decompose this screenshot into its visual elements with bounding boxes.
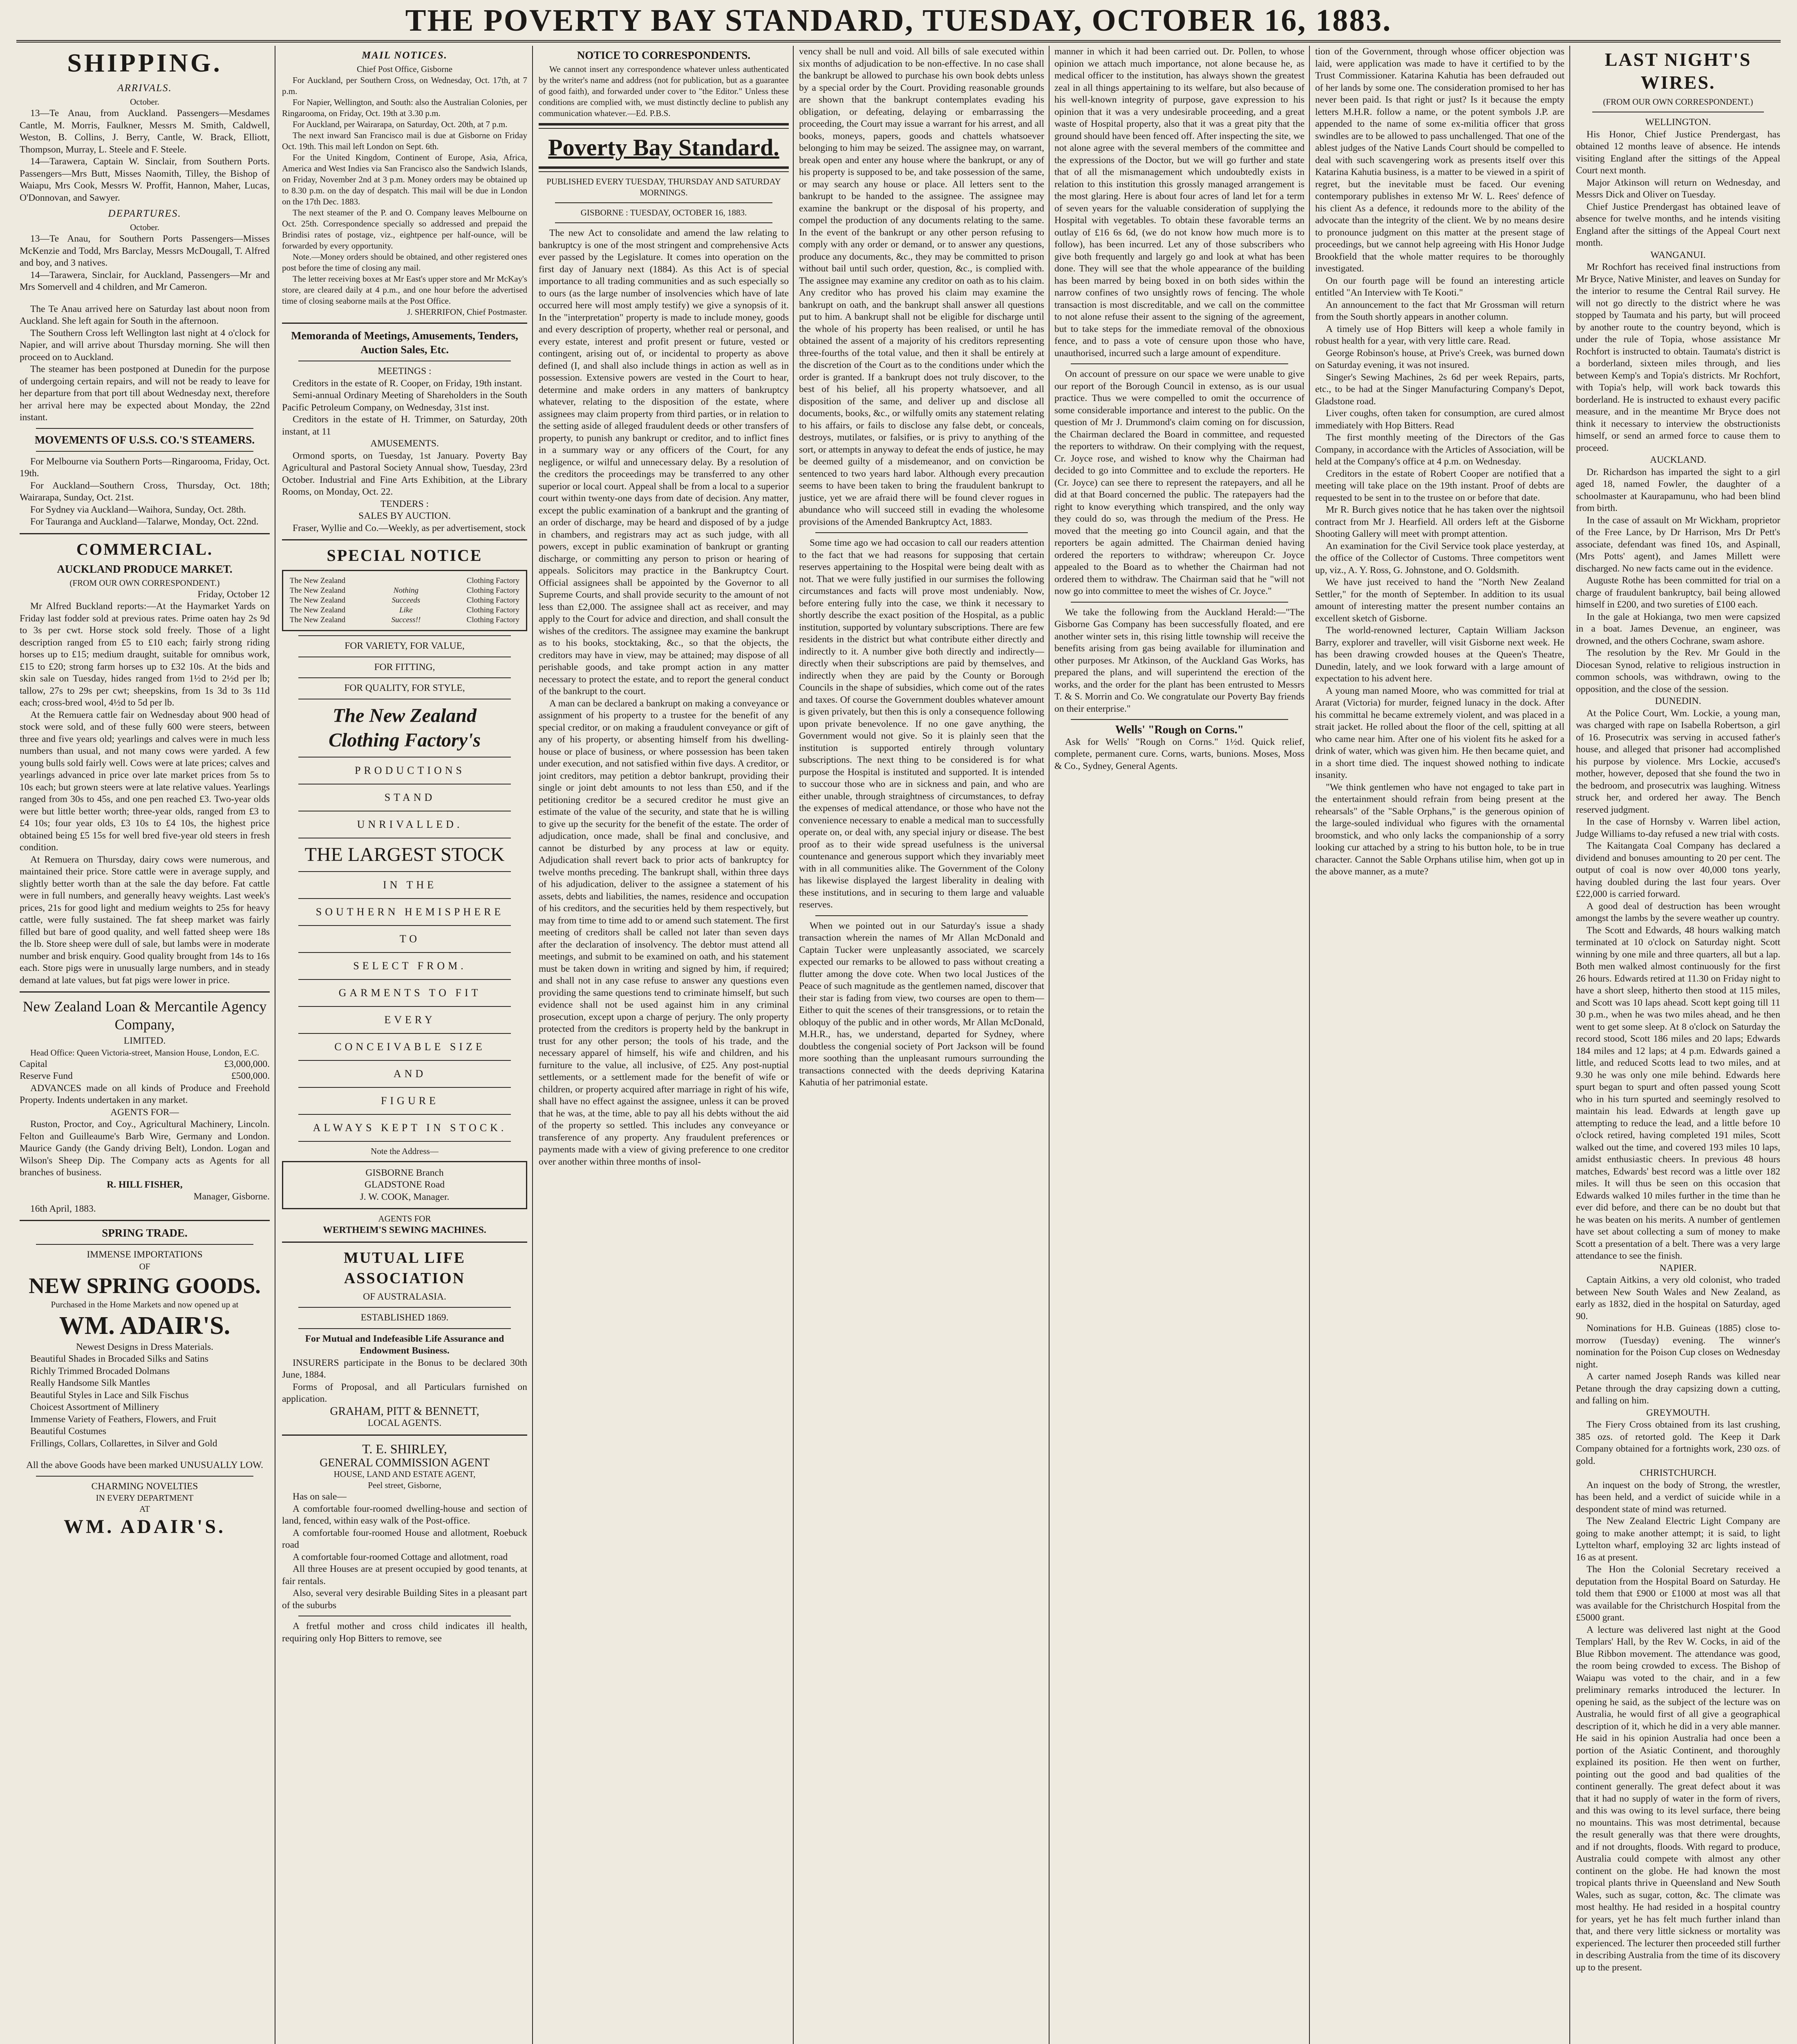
- paper-title: Poverty Bay Standard.: [548, 134, 779, 161]
- wire-item: An inquest on the body of Strong, the wrestler, has been held, and a verdict of suicide while in a despondent state of mind was returned.: [1576, 1479, 1780, 1515]
- design-item: Immense Variety of Feathers, Flowers, and Fruit: [30, 1414, 217, 1425]
- wire-item: At the Police Court, Wm. Lockie, a young man, was charged with rape on Isabella Robertson, a girl of 16. Prosecutrix was serving in accused father's house, and alleged that prisoner had accomplished his purpose by violence. Mrs Lockie, accused's mother, however, deposed that she found the two in the bedroom, and prosecutrix was laughing. Witness struck her, and ordered her away. The Bench reserved judgment.: [1576, 708, 1780, 815]
- gas-company-paragraph: We take the following from the Auckland Herald:—"The Gisborne Gas Company has been successfully floated, and ere another winter sets in, this rising little township will receive the benefits arising from gas being available for illumination and other purposes. Mr Atkinson, of the Auckland Gas Works, has prepared the plans, and will superintend the erection of the works, and the order for the plant has been entrusted to Messrs T. & S. Morrin and Co. We congratulate our Poverty Bay friends on their enterprise.": [1054, 607, 1305, 714]
- news-item: Liver coughs, often taken for consumption, are cured almost immediately with Hop Bitters. Read: [1315, 408, 1564, 431]
- wire-item: The resolution by the Rev. Mr Gould in the Diocesan Synod, relative to religious instruction in common schools, was withdrawn, owing to the opposition, and the close of the session.: [1576, 648, 1780, 695]
- wire-item: Chief Justice Prendergast has obtained leave of absence for twelve months, and he intends visiting England after the sittings of the Appeal Court next month.: [1576, 201, 1780, 248]
- meeting-item: Creditors in the estate of H. Trimmer, on Saturday, 20th instant, at 11: [282, 414, 527, 437]
- amusements-text: Ormond sports, on Tuesday, 1st January. Poverty Bay Agricultural and Pastoral Society Annual show, Tuesday, 23rd October. Industrial and Fine Arts Exhibition, at the Library Rooms, on Monday, Oct. 22.: [282, 450, 527, 497]
- market-date: Friday, October 12: [197, 589, 270, 600]
- every-department: IN EVERY DEPARTMENT: [96, 1493, 194, 1503]
- designs-heading: Newest Designs in Dress Materials.: [76, 1341, 214, 1352]
- council-paragraph: On account of pressure on our space we were unable to give our report of the Borough Council in extenso, as is our usual practice. Thus we were compelled to omit the occurrence of some considerable importance and interest to the public. On the question of Mr J. Drummond's claim coming on for discussion, the Chairman declared the Board in committee, and requested the reporters to withdraw. On their complying with the request, Cr. Joyce rose, and wished to know why the Chairman had decided to go into Committee and to exclude the reporters. He (Cr. Joyce) can see there to represent the ratepayers, and all he did at that Board concerned the public. The ratepayers had the right to know everything which transpired, and the only way they could do so, was through the medium of the Press. He moved that the meeting go into Council again, and that the reporters be again admitted. The Chairman denied having ordered the reporters to withdraw; whereupon Cr. Joyce appealed to the Board as to whether the Chairman had not ordered them to withdraw. The Chairman said that he "will not now go into committee to meet the wishes of Cr. Joyce.": [1054, 369, 1305, 596]
- box-label: Clothing Factory: [466, 616, 519, 624]
- wire-item: In the case of assault on Mr Wickham, proprietor of the Free Lance, by Dr Harrison, Mrs Dr Pett's associate, defendant was fined 10s, and Aspinall, (Mrs Potts' agent), and James Millett were discharged. No new facts came out in the evidence.: [1576, 515, 1780, 574]
- loan-date: 16th April, 1883.: [30, 1203, 96, 1214]
- wire-item: The New Zealand Electric Light Company are going to make another attempt; it is said, to light Lyttelton wharf, employing 32 arc lights instead of 16 as at present.: [1576, 1516, 1780, 1563]
- has-on-sale: Has on sale—: [293, 1491, 347, 1502]
- news-item: We have just received to hand the "North New Zealand Settler," for the month of September. In addition to its usual amount of interesting matter the present number contains an excellent sketch of Gisborne.: [1315, 577, 1564, 624]
- column-rule: [793, 46, 794, 2044]
- news-item: Singer's Sewing Machines, 2s 6d per week Repairs, parts, etc., to be had at the Singer Manufacturing Company's Depot, Gladstone road.: [1315, 372, 1564, 407]
- loan-reserve-label: Reserve Fund: [20, 1071, 73, 1081]
- news-item: A young man named Moore, who was committed for trial at Ararat (Victoria) for murder, feigned lunacy in the dock. After his committal he became extremely violent, and was placed in a strait jacket. He rolled about the floor of the cell, spitting at all who came near him. After one of his violent fits he asked for a drink of water, which was given him. He then became quiet, and in a short time died. The inquest showed nothing to indicate insanity.: [1315, 685, 1564, 780]
- and-line: AND: [393, 1067, 427, 1080]
- design-item: Frillings, Collars, Collarettes, in Silver and Gold: [30, 1438, 217, 1449]
- wire-place: WELLINGTON.: [1645, 117, 1711, 128]
- hospital-paragraph: Some time ago we had occasion to call our readers attention to the fact that we had reasons for supposing that certain reserves appertaining to the Hospital were being dealt with as not. That we were fully justified in our surmises the following circumstances and facts will prove most undeniably. Now, before entering fully into the case, we think it necessary to shortly describe the exact position of the Hospital, as a public institution, supported by voluntary subscriptions. There are few residents in the district but what contribute either directly and indirectly to it. A number give both directly and indirectly—directly when their subscriptions are paid by themselves, and indirectly when they are paid by the County or Borough Councils in the shape of subsidies, which come out of the rates and taxes. Of course the Government doubles whatever amount is given privately, but then this is only a consequence following upon private benevolence. If no one gave anything, the Government would not give. So it is plainly seen that the institution is supported entirely through voluntary subscriptions. The next thing to be considered is for what purpose the Hospital is instituted and supported. It is intended to succour those who are in sickness and pain, and who are either unable, through straightness of circumstances, to defray the expenses of medical attendance, or those who have not the convenience necessary to enable a medical man to successfully operate on, or deal with, any special injury or disease. The best proof as to their wide spread usefulness is the universal countenance and generous support which they invariably meet with in all communities alike. The Government of the Colony has likewise displayed the largest liberality in dealing with these institutions, and in securing to them large and valuable reserves.: [799, 538, 1044, 910]
- loan-capital-label: Capital: [20, 1058, 47, 1069]
- news-item: Creditors in the estate of Robert Cooper are notified that a meeting will take place on the 19th instant. Proof of debts are requested to be sent in to the trustee on or before that date.: [1315, 468, 1564, 503]
- forms-text: Forms of Proposal, and all Particulars furnished on application.: [282, 1381, 527, 1404]
- wire-item: The Kaitangata Coal Company has declared a dividend and bonuses amounting to 20 per cent. The output of coal is now over 40,000 tons yearly, having doubled during the last four years. Over £22,000 is carried forward.: [1576, 840, 1780, 899]
- design-item: Beautiful Shades in Brocaded Silks and Satins: [30, 1354, 209, 1364]
- amusements-heading: AMUSEMENTS.: [370, 438, 439, 449]
- slogan-word: Like: [399, 606, 413, 614]
- news-paragraph: tion of the Government, through whose officer objection was laid, were application was made to have it certified to by the Trust Commissioner. Katarina Kahutia has been defrauded out of her lands by some one. The consideration promised to her has never been paid. Is that right or just? Is it because the empty letters M.H.R. follow a name, or the potent symbols J.P. are appended to the name of some ex-militia officer that gross swindles are to be allowed to pass unchallenged. That one of the ablest judges of the Native Lands Court should be compelled to deal with such scavengering work as presents itself over this Katarina Kahutia business, is a matter to be viewed in a spirit of regret, but the inevitable must be faced. Our evening contemporary publishes in extenso Mr W. L. Rees' defence of his client As a defence, it redounds more to the ability of the advocate than the integrity of the client. We by no means desire to pronounce judgment on this matter at the present stage of proceedings, but we cannot help agreeing with His Honor Judge Brookfield that the whole matter requires to be thoroughly investigated.: [1315, 46, 1564, 274]
- column-rule: [1569, 46, 1570, 2044]
- stand-line: STAND: [384, 791, 436, 803]
- wire-place: AUCKLAND.: [1650, 455, 1706, 465]
- movement-item: For Sydney via Auckland—Waihora, Sunday, Oct. 28th.: [30, 504, 246, 515]
- wire-place: NAPIER.: [1659, 1262, 1697, 1273]
- arrival-item: 13—Te Anau, from Auckland. Passengers—Mesdames Cantle, M. Morris, Faulkner, Messrs M. Smith, Caldwell, Weston, B. Collins, J. Berry, Cantle, W. Brack, Elliott, Thompson, Murray, L. Steele and F. Steele.: [20, 108, 270, 155]
- unrivalled-line: UNRIVALLED.: [357, 818, 463, 830]
- local-agents: LOCAL AGENTS.: [367, 1418, 442, 1428]
- shipping-note: The steamer has been postponed at Dunedin for the purpose of undergoing certain repairs, and will not be ready to leave for her departure from that port till about Wednesday next, therefore her arrival here may be expected about Monday, the 22nd instant.: [20, 364, 270, 423]
- wire-item: A lecture was delivered last night at the Good Templars' Hall, by the Rev W. Cocks, in aid of the Blue Ribbon movement. The attendance was good, the room being crowded to excess. The Bishop of Waiapu was voted to the chair, and in a few preliminary remarks introduced the lecturer. In opening he said, as the subject of the lecture was on Australia, he would first of all give a geographical description of it, which he did in a very able manner. He said in his opinion Australia had once been a portion of the Asiatic Continent, and thoroughly explained its position. He then went on further, pointing out the good and bad qualities of the continent generally. The great defect about it was that it had no supply of water in the form of rivers, and this was owing to its level surface, there being no mountains. This was most detrimental, because the result generally was that there were droughts, and if not droughts, floods. With regard to produce, Australia could compete with almost any other continent on the globe. He had known the most tropical plants thrive in Queensland and New South Wales, such as sugar, cotton, &c. The climate was most healthy. He had resided in a hospital country for years, yet he has felt much further inland than that, and there very little sickness or mortality was experienced. The lecturer then proceeded still further in describing Australia from the time of its discovery up to the present.: [1576, 1624, 1780, 1973]
- sale-item: A comfortable four-roomed House and allotment, Roebuck road: [282, 1527, 527, 1550]
- adair-name-footer: WM. ADAIR'S.: [63, 1516, 226, 1537]
- note-address: Note the Address—: [371, 1146, 439, 1156]
- wire-section: [1576, 1262, 1780, 1407]
- wire-place: WANGANUI.: [1650, 249, 1706, 260]
- column-rule: [532, 46, 533, 2044]
- slogan-word: Succeeds: [392, 596, 421, 605]
- design-item: Richly Trimmed Brocaded Dolmans: [30, 1365, 170, 1376]
- box-label: Clothing Factory: [466, 606, 519, 614]
- wire-place: CHRISTCHURCH.: [1640, 1468, 1716, 1478]
- mutual-life-heading: MUTUAL LIFE ASSOCIATION: [344, 1249, 465, 1287]
- kahutia-paragraph: When we pointed out in our Saturday's issue a shady transaction wherein the names of Mr Allan McDonald and Captain Tucker were unpleasantly associated, we scarcely expected our remarks to be allowed to pass without creating a flutter among the dove cote. When two local Justices of the Peace of such magnitude as the gentlemen named, discover that their star is fading from view, two courses are open to them—Either to quit the scenes of their transgressions, or to retain the obloquy of the public and in other words, Mr Allan McDonald, M.H.R., has, we understand, departed for Sydney, where doubtless the congenial society of Port Jackson will be found more soothing than the unpleasant rumours surrounding the transactions connected with the deeds depriving Katarina Kahutia of her patrimonial estate.: [799, 920, 1044, 1088]
- wire-place: GREYMOUTH.: [1646, 1407, 1710, 1418]
- news-item: "We think gentlemen who have not engaged to take part in the entertainment should refrain from being present at the rehearsals" of the "Sable Orphans," is the generous opinion of the large-souled individual who figures with the ornamental broomstick, and who only lacks the companionship of a sorry looking cur attached by a string to his button hole, to be in true character. Cannot the Sable Orphans utilise him, when got up in the above manner, as a mute?: [1315, 782, 1564, 877]
- at-line: AT: [139, 1504, 150, 1514]
- wire-section: [1576, 117, 1780, 249]
- wire-section: [1576, 1467, 1780, 1974]
- in-the-line: IN THE: [383, 879, 437, 891]
- insurers-text: INSURERS participate in the Bonus to be declared 30th June, 1884.: [282, 1357, 527, 1380]
- commercial-heading: COMMERCIAL.: [76, 540, 213, 558]
- wire-item: Mr Rochfort has received final instructions from Mr Bryce, Native Minister, and leaves on Sunday for the interior to resume the Central Rail survey. He will not go directly to the district where he was stopped by Taumata and his party, but will proceed by another route to the country beyond, which is under the rule of Topia, whose assistance Mr Rochfort is instructed to obtain. Taumata's district is a borderland, sixteen miles through, and lies between Kemp's and Topia's districts. Mr Rochfort, with Topia's help, will work back towards this borderland. He is instructed to exhaust every pacific measure, and in the meantime Mr Bryce does not think it necessary to interview the obstructionists himself, or send an armed force to cause them to proceed.: [1576, 262, 1780, 453]
- box-label: The New Zealand: [290, 606, 346, 614]
- column-telegrams: [1576, 46, 1780, 2044]
- loan-manager-title: Manager, Gisborne.: [193, 1191, 270, 1202]
- design-item: Really Handsome Silk Mantles: [30, 1378, 150, 1388]
- date-line: GISBORNE : TUESDAY, OCTOBER 16, 1883.: [580, 208, 747, 217]
- clothing-factory-title: Clothing Factory's: [328, 729, 481, 751]
- loan-manager: R. HILL FISHER,: [107, 1179, 183, 1190]
- news-item: An examination for the Civil Service took place yesterday, at the office of the Collector of Customs. Three competitors went up, viz., A. Y. Ross, G. Johnstone, and O. Goldsmith.: [1315, 540, 1564, 576]
- shirley-name: T. E. SHIRLEY,: [362, 1441, 447, 1456]
- purchased-line: Purchased in the Home Markets and now opened up at: [51, 1299, 239, 1309]
- news-item: George Robinson's house, at Prive's Creek, was burned down on Saturday evening, it was not insured.: [1315, 347, 1564, 370]
- wire-item: Major Atkinson will return on Wednesday, and Messrs Dick and Oliver on Tuesday.: [1576, 177, 1780, 200]
- market-paragraph: Mr Alfred Buckland reports:—At the Haymarket Yards on Friday last fodder sold at previous rates. Prime oaten hay 2s 9d to 3s per cwt. Horse stock sold freely. Those of a light description ranged from £5 to £10 each; fairly strong riding horses up to £15; medium draught, suitable for omnibus work, £15 to £20; strong farm horses up to £32 10s. At the bids and skin sale on Tuesday, hides ranged from 1½d to 2½d per lb; tallow, 27s to 29s per cwt; sheepskins, from 1s 3d to 3s 11d each; cross-bred wool, 4½d to 5d per lb.: [20, 601, 270, 708]
- loan-agents-heading: AGENTS FOR—: [110, 1107, 179, 1118]
- slogan-word: Nothing: [393, 586, 419, 595]
- spring-trade-heading: SPRING TRADE.: [102, 1227, 188, 1239]
- news-item: On our fourth page will be found an interesting article entitled "An Interview with Te Kooti.": [1315, 275, 1564, 298]
- wire-section: [1576, 454, 1780, 695]
- figure-line: FIGURE: [381, 1094, 439, 1107]
- news-item: The world-renowned lecturer, Captain William Jackson Barry, explorer and traveller, will visit Gisborne next week. He has been drawing crowded houses at the Queen's Theatre, Dunedin, lately, and we look forward with a large amount of expectation to his advent here.: [1315, 625, 1564, 684]
- masthead-title: THE POVERTY BAY STANDARD, TUESDAY, OCTOBER 16, 1883.: [405, 3, 1392, 38]
- southern-hemisphere-line: SOUTHERN HEMISPHERE: [316, 905, 504, 918]
- design-item: Choicest Assortment of Millinery: [30, 1402, 159, 1412]
- editorial-paragraph: A man can be declared a bankrupt on making a conveyance or assignment of his property to a trustee for the benefit of any special creditor, or on making a fraudulent conveyance or gift of any of his property, or absenting himself from his dwelling-house or place of business, or where possession has been taken under execution, and not satisfied within five days. A creditor, or joint creditors, may petition a debtor bankrupt, providing their single or joint debt amounts to not less than £50, and if the petitioning creditor be a secured creditor he must give an estimate of the value of the security, and state that he is willing to give up the security for the benefit of the estate. The order of adjudication, once made, shall be final and conclusive, and cannot be disturbed by any process at law or equity. Adjudication shall revert back to prior acts of bankruptcy for twelve months preceding. The bankrupt shall, within three days of his adjudication, deliver to the assignee a statement of his assets, debts and liabilities, the names, residence and occupation of his creditors, and the securities held by them respectively, but may from time to time add to or amend such statement. The first meeting of creditors shall be called not later than seven days after the declaration of insolvency. The debtor must attend all meetings, and submit to be examined on oath, and his statement must be taken down in writing and signed by him, if required; and shall not in any case refuse to answer any questions even providing the same questions tend to criminate himself, but such evidence shall not be used against him in any criminal prosecution, except upon a charge of perjury. The only property protected from the creditors is property held by the bankrupt in trust for any other person; the tools of his trade, and the necessary apparel of himself, his wife and children, and his furniture to the value, all inclusive, of £25. Any post-nuptial settlements, or a settlement made for the benefit of wife or children, or property acquired after marriage in right of his wife, shall have no effect against the assignee, unless it can be proved that he was, at the time, able to pay all his debts without the aid of the property so settled. This includes any conveyance or transference of any property. Any fraudulent preferences or payments made with a view of giving preference to one creditor over another within three months of insol-: [539, 698, 789, 1167]
- news-item: The first monthly meeting of the Directors of the Gas Company, in accordance with the Articles of Association, will be held at the Company's office at 4 p.m. on Wednesday.: [1315, 432, 1564, 467]
- select-from-line: SELECT FROM.: [353, 959, 467, 972]
- arrivals-heading: ARRIVALS.: [117, 83, 172, 94]
- adair-name: WM. ADAIR'S.: [59, 1311, 230, 1340]
- column-editorial: [539, 46, 789, 2044]
- news-item: Mr R. Burch gives notice that he has taken over the nightsoil contract from Mr J. Hearfield. All orders left at the Gisborne Shooting Gallery will meet with prompt attention.: [1315, 504, 1564, 539]
- wire-item: A carter named Joseph Rands was killed near Petane through the dray capsizing down a cutting, and falling on him.: [1576, 1371, 1780, 1406]
- wire-item: A good deal of destruction has been wrought amongst the lambs by the severe weather up country.: [1576, 901, 1780, 923]
- importations-of: OF: [139, 1261, 150, 1271]
- charming-novelties: CHARMING NOVELTIES: [91, 1481, 198, 1492]
- arrival-item: 14—Tarawera, Captain W. Sinclair, from Southern Ports. Passengers—Mrs Butt, Misses Naomith, Tilley, the Bishop of Waiapu, Mrs Cook, Messrs W. Proffit, Hannon, Maher, Lucas, O'Donnovan, and Sawyer.: [20, 156, 270, 203]
- departure-item: 14—Tarawera, Sinclair, for Auckland, Passengers—Mr and Mrs Somervell and 4 children, and Mr Cameron.: [20, 269, 270, 292]
- box-label: The New Zealand: [290, 596, 346, 605]
- market-subheading: (FROM OUR OWN CORRESPONDENT.): [69, 578, 220, 588]
- loan-reserve-row: [20, 1070, 270, 1083]
- wells-heading: Wells' "Rough on Corns.": [1115, 724, 1244, 736]
- spring-goods-heading: NEW SPRING GOODS.: [29, 1273, 261, 1298]
- always-in-stock-line: ALWAYS KEPT IN STOCK.: [313, 1121, 507, 1134]
- column-notices-ads: [282, 46, 527, 2044]
- loan-capital-value: £3,000,000.: [224, 1058, 270, 1069]
- column-rule: [1049, 46, 1050, 2044]
- productions-line: PRODUCTIONS: [354, 764, 465, 776]
- news-paragraph: manner in which it had been carried out. Dr. Pollen, to whose opinion we attach much importance, not alone because he, as medical officer to the institution, has always shown the greatest zeal in all things appertaining to its welfare, but also because of his well-known integrity of purpose, gave expression to his opinion that it was a very undesirable proceeding, and a great waste of Hospital property, also that it was a great pity that the ground should have been fenced off. After inspecting the site, we not alone agree with the several members of the committee and the expressions of the Doctor, but we will go further and state that of all the mismanagement which undoubtedly exists in relation to this institution this grossly managed arrangement is the most glaring. Here is about four acres of land let for a term of seven years for the valuable consideration of supplying the Hospital with vegetables. To obtain these favorable terms an outlay of £16 6s 6d, (we do not know how much more is to follow), has been incurred. Let any of those subscribers who give both frequently and largely go and look at what has been done. They will see that the whole appearance of the building has been marred by being boxed in on both sides within the narrow confines of two unsightly rows of fencing. The whole transaction is most discreditable, and we call on the committee to not alone refuse their assent to the signing of the agreement, but to take steps for the immediate removal of the obnoxious fence, and to pass a vote of censure upon those who have, unauthorised, incurred such a large amount of expenditure.: [1054, 46, 1305, 359]
- graham-name: GRAHAM, PITT & BENNETT,: [330, 1405, 479, 1418]
- garments-line: GARMENTS TO FIT: [338, 986, 481, 999]
- wire-item: The Fiery Cross obtained from its last crushing, 385 ozs. of retorted gold. The Keep it Dark Company obtained for a fortnights work, 230 ozs. of gold.: [1576, 1419, 1780, 1466]
- house-land-agent: HOUSE, LAND AND ESTATE AGENT,: [333, 1469, 476, 1479]
- market-heading: AUCKLAND PRODUCE MARKET.: [57, 563, 233, 575]
- news-item: A timely use of Hop Bitters will keep a whole family in robust health for a year, with very little care. Read.: [1315, 323, 1564, 346]
- notice-correspondents-text: We cannot insert any correspondence whatever unless authenticated by the writer's name and address (not for publication, but as a guarantee of good faith), and forwarded under cover to "the Editor." Unless these conditions are complied with, we must distinctly decline to publish any communication whatever.—Ed. P.B.S.: [539, 64, 789, 118]
- for-variety: FOR VARIETY, FOR VALUE,: [345, 641, 465, 651]
- mail-notice: The letter receiving boxes at Mr East's upper store and Mr McKay's store, are cleared daily at 4 p.m., and one hour before the advertised time of closing seaborne mails at the Post Office.: [282, 274, 527, 306]
- notice-correspondents-heading: NOTICE TO CORRESPONDENTS.: [577, 49, 751, 61]
- mail-notice: The next steamer of the P. and O. Company leaves Melbourne on Oct. 25th. Correspondence specially so addressed and prepaid the Brindisi rates of postage, viz., eightpence per half-ounce, will be forwarded by every opportunity.: [282, 208, 527, 251]
- wire-item: Nominations for H.B. Guineas (1885) close to-morrow (Tuesday) evening. The winner's nomination for the Poison Cup closes on Wednesday night.: [1576, 1323, 1780, 1370]
- wire-item: The Hon the Colonial Secretary received a deputation from the Hospital Board on Saturday. He told them that £900 or £1000 at most was all that was available for the Christchurch Hospital from the £5000 grant.: [1576, 1564, 1780, 1623]
- wire-item: His Honor, Chief Justice Prendergast, has obtained 12 months leave of absence. He intends visiting England after the sittings of the Appeal Court next month.: [1576, 129, 1780, 176]
- mail-notices-heading: MAIL NOTICES.: [362, 50, 448, 61]
- box-label: The New Zealand: [290, 586, 346, 595]
- wire-item: Dr. Richardson has imparted the sight to a girl aged 18, named Fowler, the daughter of a schoolmaster at Kaurapamunu, who had been blind from birth.: [1576, 466, 1780, 513]
- wire-item: In the case of Hornsby v. Warren libel action, Judge Williams to-day refused a new trial with costs.: [1576, 816, 1780, 839]
- largest-stock-heading: THE LARGEST STOCK: [304, 843, 505, 865]
- mail-office: Chief Post Office, Gisborne: [356, 64, 453, 74]
- loan-capital-row: [20, 1058, 270, 1071]
- mail-notice: Note.—Money orders should be obtained, and other registered ones post before the time of closing any mail.: [282, 252, 527, 273]
- sales-heading: SALES BY AUCTION.: [358, 511, 451, 521]
- slogan-word: Success!!: [391, 616, 421, 624]
- departures-month: October.: [130, 222, 159, 232]
- mail-signature: J. SHERRIFON, Chief Postmaster.: [407, 307, 527, 317]
- arrivals-month: October.: [130, 97, 159, 107]
- wires-heading: LAST NIGHT'S WIRES.: [1605, 49, 1752, 93]
- mail-notice: For Napier, Wellington, and South: also the Australian Colonies, per Ringarooma, on Friday, Oct. 19th at 3.30 p.m.: [282, 97, 527, 118]
- mail-notice: For the United Kingdom, Continent of Europe, Asia, Africa, America and West Indies via San Francisco also the Sandwich Islands, on Friday, November 2nd at 3 p.m. Money orders may be obtained up to 8.30 p.m. on the day of despatch. This mail will be due in London on the 17th Dec. 1883.: [282, 152, 527, 206]
- departures-heading: DEPARTURES.: [108, 208, 181, 219]
- mail-notice: For Auckland, per Wairarapa, on Saturday, Oct. 20th, at 7 p.m.: [293, 119, 508, 129]
- mail-notice: The next inward San Francisco mail is due at Gisborne on Friday Oct. 19th. This mail left London on Sept. 6th.: [282, 130, 527, 151]
- commission-agent: GENERAL COMMISSION AGENT: [320, 1456, 490, 1469]
- hop-bitters-note: A fretful mother and cross child indicates ill health, requiring only Hop Bitters to remove, see: [282, 1621, 527, 1644]
- loan-limited: LIMITED.: [123, 1035, 166, 1046]
- meeting-item: Semi-annual Ordinary Meeting of Shareholders in the South Pacific Petroleum Company, on Wednesday, 31st inst.: [282, 390, 527, 413]
- loan-agents: Ruston, Proctor, and Coy., Agricultural Machinery, Lincoln. Felton and Guilleaume's Barb Wire, Germany and London. Maurice Gandy (the Gandy driving Belt), London. Logan and Wilson's Sheep Dip. The Company acts as Agents for all branches of business.: [20, 1119, 270, 1178]
- wire-section: [1576, 1407, 1780, 1468]
- for-fitting: FOR FITTING,: [374, 661, 435, 672]
- market-paragraph: At the Remuera cattle fair on Wednesday about 900 head of stock were sold, and of these fully 600 were steers, between three and five years old; yearlings and calves were in much less numbers than usual, and not many cows were yarded. A few young bulls sold fairly well. Cows were at late prices; calves and yearlings advanced in price over late market prices from 5s to 10s each; but grown steers were at late relative values. Yearlings ranged from 30s to 45s, and one pen reached £3. Two-year olds were but little better worth; three-year olds, ranged from £3 to £4 10s; four year olds, £3 10s to £4 10s, the highest price obtained being £5 15s for well bred five-year old steers in fresh condition.: [20, 709, 270, 853]
- editorial-paragraph: The new Act to consolidate and amend the law relating to bankruptcy is one of the most stringent and comprehensive Acts ever passed by the Legislature. It comes into operation on the first day of January next (1884). As this Act is of special importance to all trading communities and as such especially so to ours (as the large number of insolvencies which have of late occurred here will most amply testify) we give a synopsis of it. In the "interpretation" property is made to include money, goods and every description of property, whether real or personal, and every estate, interest and profit present or future, vested or contingent, arising out of, or incidental to property as above defined (I, and shall also include things in action as well as in possession. Extensive powers are vested in the Court to hear, determine and make orders in any matters of bankruptcy whatever, relating to the disposition of the estate, where assignees may claim property from third parties, or in relation to the setting aside of alleged fraudulent deeds or other transfers of property, to punish any bankrupt or creditor, and to inflict fines in a summary way or any officers of the Court, for any negligence, or wilful and unnecessary delay. By a resolution of the creditors the proceedings may be transferred to any other superior or local court. Appeal shall be from a local to a superior court within twenty-one days from date of decision. Any matter, except the public examination of a bankrupt and the granting of an order of discharge, may be heard and disposed of by a judge in chambers, and registrars may act as such judge, with all powers, except in public examination of bankrupt or granting discharge, or committing any person to prison or hearing of appeals. Solicitors may practice in the Bankruptcy Court. Official assignees shall be appointed by the Governor to all Supreme Courts, and shall provide security to the amount of not less than £2,000. The assignee shall act as receiver, and may apply to the Court for advice and direction, and shall consult the wishes of the creditors. The assignee may examine the bankrupt as to his books, stocktaking, &c., so that the objects, the creditors may have in view, may be attained; may dispose of all perishable goods, and take prompt action in any matter necessary to protect the estate, and to report the general conduct of the bankrupt to the court.: [539, 228, 789, 697]
- loan-advances: ADVANCES made on all kinds of Produce and Freehold Property. Indents undertaken in any market.: [20, 1083, 270, 1105]
- column-rule: [1309, 46, 1310, 2044]
- published-line: PUBLISHED EVERY TUESDAY, THURSDAY AND SATURDAY MORNINGS.: [546, 177, 781, 197]
- conceivable-size-line: CONCEIVABLE SIZE: [334, 1040, 486, 1053]
- shipping-heading: SHIPPING.: [67, 48, 222, 77]
- address-line: J. W. COOK, Manager.: [360, 1191, 450, 1202]
- unusually-low: All the above Goods have been marked UNUSUALLY LOW.: [26, 1460, 263, 1470]
- box-label: The New Zealand: [290, 616, 346, 624]
- every-line: EVERY: [384, 1013, 436, 1026]
- mutual-subheading: For Mutual and Indefeasible Life Assurance and Endowment Business.: [305, 1333, 504, 1356]
- editorial-paragraph: vency shall be null and void. All bills of sale executed within six months of adjudication to be non-effective. In no case shall the bankrupt be allowed to purchase his own book debts unless by a special order by the Court. Providing reasonable grounds are shown that the bankrupt contemplates evading his obligation, or defeating, delaying or embarrassing the proceeding, the Court may issue a warrant for his arrest, and all books, moneys, papers, goods and chattels whatsoever belonging to him may be seized. The assignee may, on warrant, break open and enter any house where the bankrupt, or any of his property is supposed to be, and take possession of the same, or may search any house or place. All letters sent to the bankrupt to be handed to the assignee. The assignee may examine the bankrupt or the disposal of his property, and compel the production of any documents relating to the same. In the event of the bankrupt or any other person refusing to comply with any order or demand, or to answer any questions, produce any documents, &c., they may be committed to prison without bail until such order, question, &c., is complied with. The assignee may examine any creditor on oath as to his claim. Any creditor who has proved his claim may examine the bankrupt on oath, and the bankrupt shall answer all questions put to him. A bankrupt shall not be eligible for discharge until the whole of his property has been realised, or until he has obtained the assent of a majority of his creditors representing three-fourths of the total value, and then it shall be entirely at the discretion of the Court as to the conditions under which the order is granted. If a bankrupt does not truly discover, to the best of his belief, all his property whatsoever, and all disposition of the same, and deliver up and disclose all documents, books, &c., or wilfully omits any statement relating to his affairs, or fails to disclose any false debt, or conceals, destroys, mutilates, or falsifies, or is privy to anything of the sort, or attempts in anyway to defeat the ends of justice, he may be deemed guilty of a misdemeanor, and on conviction be sentenced to two years hard labor. Although every precaution seems to have been taken to bring the fraudulent bankrupt to justice, yet we are afraid there will be found clever rogues in abundance who will succeed still in evading the wholesome provisions of the Amended Bankruptcy Act, 1883.: [799, 46, 1044, 527]
- mail-notice: For Auckland, per Southern Cross, on Wednesday, Oct. 17th, at 7 p.m.: [282, 75, 527, 96]
- all-three-houses: All three Houses are at present occupied by good tenants, at fair rentals.: [282, 1564, 527, 1587]
- wires-subheading: (FROM OUR OWN CORRESPONDENT.): [1603, 97, 1753, 107]
- wire-item: The Scott and Edwards, 48 hours walking match terminated at 10 o'clock on Saturday night. Scott winning by one mile and three quarters, all but a lap. Both men walked almost continuously for the first 26 hours. Edwards retired at 11.30 on Friday night to have a short sleep, hitherto then stood at 115 miles, and Scott was 10 laps ahead. Scott kept going till 11 30 p.m., when he was two miles ahead, and he then went to get some sleep. At 8 o'clock on Saturday the record stood, Scott 186 miles and 20 laps; Edwards 184 miles and 12 laps; at 4 p.m. Edwards gained a little, and reduced Scotts lead to two miles, and at 9.30 he was only one mile behind. Edwards here spurt began to spurt and often passed young Scott who in his turn spurted and seemingly resolved to maintain his lead. Edwards at length gave up attempting to reduce the lead, and a little before 10 o'clock retired, having completed 191 miles, Scott walked out the time, and covered 193 miles 10 laps, amidst enthusiastic cheers. In previous 48 hours matches, Edwards' best record was a little over 182 miles. It will thus be seen on this occasion that Edwards walked 10 miles further in the time than he ever did before, and there can be no doubt but that he was beaten on his merits. A number of gentlemen have set about collecting a sum of money to make Scott a presentation of a belt. There was a very large attendance to see the finish.: [1576, 925, 1780, 1261]
- market-paragraph: At Remuera on Thursday, dairy cows were numerous, and maintained their price. Store cattle were in average supply, and slightly better worth than at the sale the day before. Fat cattle were in full numbers, and generally heavy weights. Last week's prices, 21s for good light and medium weights to 25s for heavy cattle, were fully sustained. The fat sheep market was fairly filled but bare of good quality, and well fatted sheep were 18s the lb. Store sheep were dull of sale, but lambs were in moderate number and brisk enquiry. Good quality brought from 14s to 16s each. Store pigs were in unusually large numbers, and in steady demand at late values, but fat pigs were lower in price.: [20, 854, 270, 986]
- column-shipping-commercial: [20, 46, 270, 2044]
- established-line: ESTABLISHED 1869.: [360, 1312, 449, 1323]
- address-line: GISBORNE Branch: [365, 1167, 444, 1178]
- wells-text: Ask for Wells' "Rough on Corns." 1½d. Quick relief, complete, permanent cure. Corns, warts, bunions. Moses, Moss & Co., Sydney, General Agents.: [1054, 736, 1305, 771]
- sale-item: A comfortable four-roomed Cottage and allotment, road: [293, 1551, 508, 1562]
- wire-section: [1576, 695, 1780, 1262]
- importations-line: IMMENSE IMPORTATIONS: [87, 1249, 203, 1260]
- agents-for: AGENTS FOR: [378, 1214, 431, 1224]
- wire-item: Auguste Rothe has been committed for trial on a charge of fraudulent bankruptcy, bail being allowed himself in £200, and two sureties of £100 each.: [1576, 575, 1780, 610]
- australasia-line: OF AUSTRALASIA.: [363, 1291, 446, 1302]
- shipping-note: The Te Anau arrived here on Saturday last about noon from Auckland. She left again for South in the afternoon.: [20, 303, 270, 326]
- box-label: Clothing Factory: [466, 576, 519, 585]
- meeting-item: Creditors in the estate of R. Cooper, on Friday, 19th instant.: [293, 378, 522, 389]
- movements-heading: MOVEMENTS OF U.S.S. CO.'S STEAMERS.: [34, 433, 255, 446]
- movement-item: For Melbourne via Southern Ports—Ringarooma, Friday, Oct. 19th.: [20, 456, 270, 479]
- column-local-news: [1054, 46, 1305, 2044]
- memoranda-heading: Memoranda of Meetings, Amusements, Tenders, Auction Sales, Etc.: [291, 329, 518, 356]
- tenders-heading: TENDERS :: [380, 498, 429, 509]
- wire-item: Captain Aitkins, a very old colonist, who traded between New South Wales and New Zealand, as early as 1832, died in the hospital on Saturday, aged 90.: [1576, 1275, 1780, 1322]
- wire-sections: [1576, 117, 1780, 1974]
- address-line: GLADSTONE Road: [364, 1179, 445, 1190]
- wire-section: [1576, 249, 1780, 455]
- shipping-note: The Southern Cross left Wellington last night at 4 o'clock for Napier, and will arrive about Thursday morning. She will then proceed on to Auckland.: [20, 327, 270, 363]
- movement-item: For Auckland—Southern Cross, Thursday, Oct. 18th; Wairarapa, Sunday, Oct. 21st.: [20, 480, 270, 503]
- wire-place: DUNEDIN.: [1655, 696, 1701, 706]
- box-label: Clothing Factory: [466, 596, 519, 605]
- address-box: [282, 1161, 527, 1210]
- news-item: An announcement to the fact that Mr Grossman will return from the South shortly appears in another column.: [1315, 299, 1564, 322]
- building-sites: Also, several very desirable Building Sites in a pleasant part of the suburbs: [282, 1588, 527, 1611]
- peel-street: Peel street, Gisborne,: [368, 1480, 441, 1490]
- for-quality: FOR QUALITY, FOR STYLE,: [344, 683, 465, 693]
- to-line: TO: [399, 932, 421, 945]
- loan-reserve-value: £500,000.: [231, 1071, 270, 1081]
- departure-item: 13—Te Anau, for Southern Ports Passengers—Misses McKenzie and Todd, Mrs Barclay, Messrs McDougall, T. Alfred and boy, and 3 natives.: [20, 233, 270, 268]
- column-editorial-continued: [799, 46, 1044, 2044]
- box-label: Clothing Factory: [466, 586, 519, 595]
- wertheim-line: WERTHEIM'S SEWING MACHINES.: [323, 1225, 486, 1235]
- special-notice-heading: SPECIAL NOTICE: [327, 546, 483, 565]
- clothing-factory-box: [282, 570, 527, 631]
- sales-text: Fraser, Wyllie and Co.—Weekly, as per advertisement, stock: [293, 522, 526, 533]
- loan-office: Head Office: Queen Victoria-street, Mansion House, London, E.C.: [30, 1047, 260, 1058]
- masthead-rule: [16, 40, 1781, 43]
- movement-item: For Tauranga and Auckland—Talarwe, Monday, Oct. 22nd.: [30, 516, 259, 527]
- nz-clothing-title: The New Zealand: [333, 704, 477, 726]
- loan-company-heading: New Zealand Loan & Mercantile Agency Company,: [22, 998, 267, 1033]
- sale-item: A comfortable four-roomed dwelling-house and section of land, fenced, within easy walk of the Post-office.: [282, 1503, 527, 1526]
- box-label: The New Zealand: [290, 576, 346, 585]
- design-item: Beautiful Styles in Lace and Silk Fischus: [30, 1390, 189, 1401]
- wire-item: In the gale at Hokianga, two men were capsized in a boat. James Devenue, an engineer, was drowned, and the others Cochrane, swam ashore.: [1576, 611, 1780, 646]
- meetings-heading: MEETINGS :: [378, 366, 432, 377]
- column-local-items: [1315, 46, 1564, 2044]
- design-item: Beautiful Costumes: [30, 1426, 107, 1437]
